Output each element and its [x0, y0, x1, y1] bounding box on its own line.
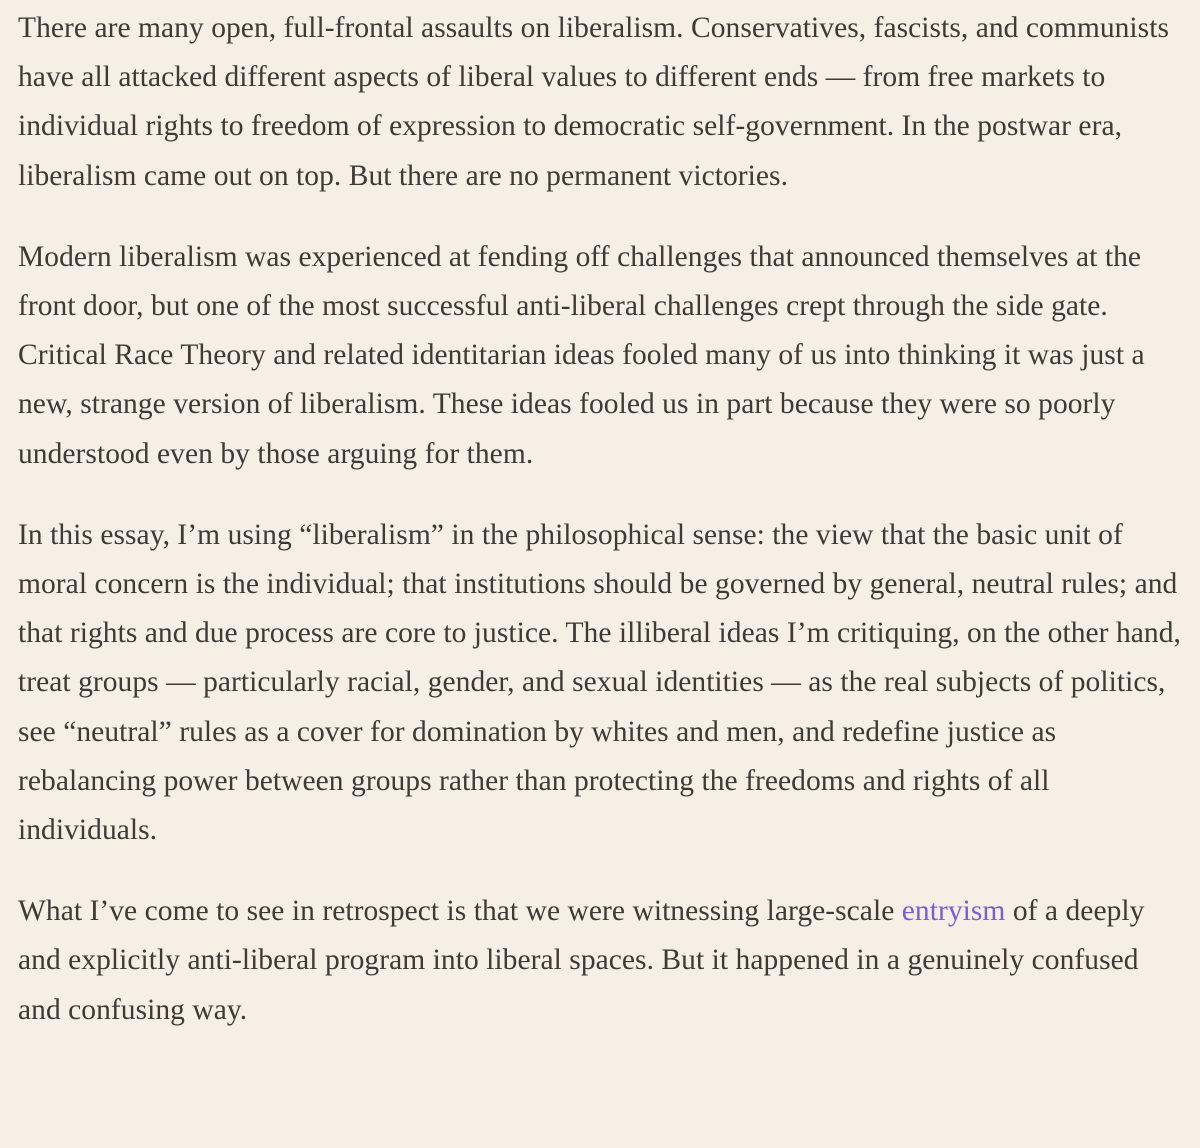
paragraph-4	[18, 887, 1184, 1035]
paragraph-3: In this essay, I’m using “liberalism” in the philosophical sense: the view that the basic unit of moral concern is the individual; that institutions should be governed by general, neutral rules; and that rights and due process are core to justice. The illiberal ideas I’m critiquing, on the other hand, treat groups — particularly racial, gender, and sexual identities — as the real subjects of politics, see “neutral” rules as a cover for domination by whites and men, and redefine justice as rebalancing power between groups rather than protecting the freedoms and rights of all individuals.	[18, 518, 1181, 847]
paragraph-4-text-after-link: of a deeply and explicitly anti-liberal program into liberal spaces. But it happened in a genuinely confused and confusing way.	[18, 895, 1145, 1026]
paragraph-1: There are many open, full-frontal assaults on liberalism. Conservatives, fascists, and communists have all attacked different aspects of liberal values to different ends — from free markets to individual rights to freedom of expression to democratic self-government. In the postwar era, liberalism came out on top. But there are no permanent victories.	[18, 12, 1169, 192]
entryism-link[interactable]: entryism	[901, 895, 1006, 928]
paragraph-4-text-before-link: What I’ve come to see in retrospect is that we were witnessing large-scale	[18, 895, 902, 928]
paragraph-2: Modern liberalism was experienced at fending off challenges that announced themselves at the front door, but one of the most successful anti-liberal challenges crept through the side gate. Critical Race Theory and related identitarian ideas fooled many of us into thinking it was just a new, strange version of liberalism. These ideas fooled us in part because they were so poorly understood even by those arguing for them.	[18, 240, 1145, 470]
